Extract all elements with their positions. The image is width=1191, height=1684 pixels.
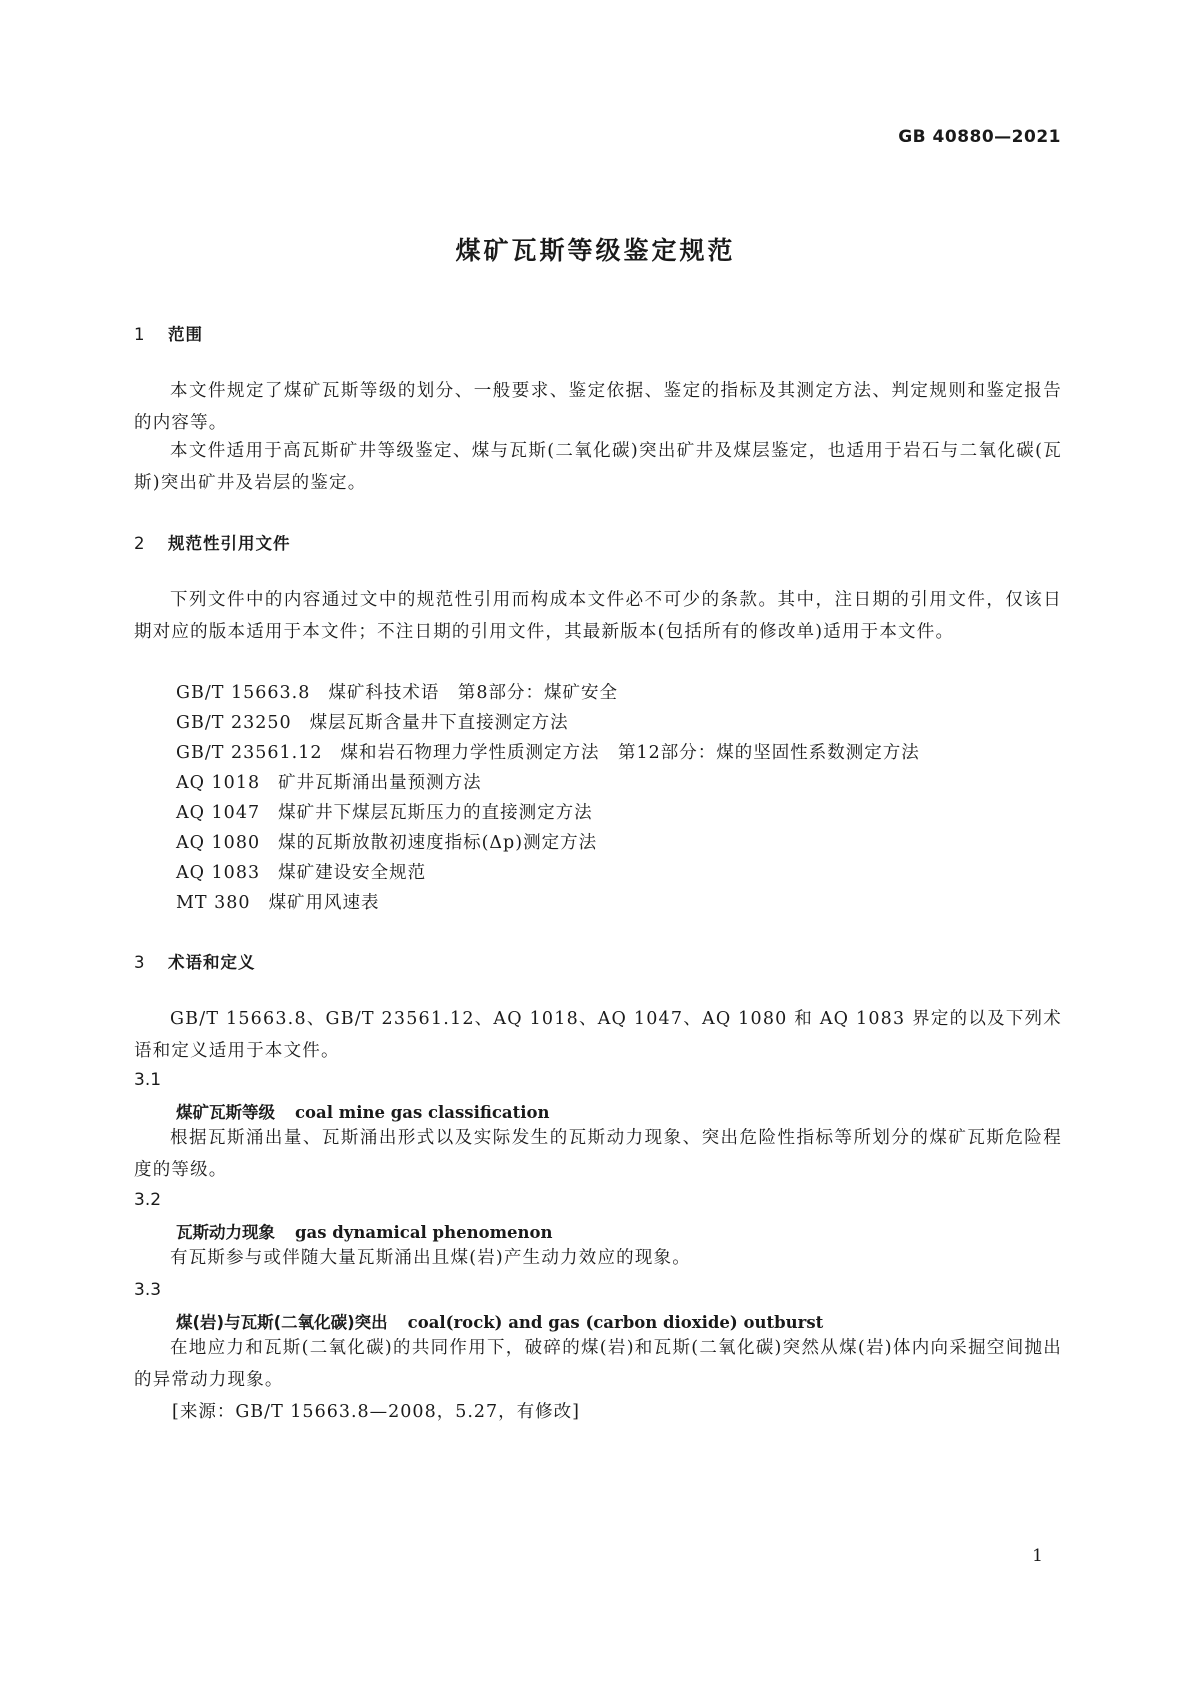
term-definition: 有瓦斯参与或伴随大量瓦斯涌出且煤(岩)产生动力效应的现象。 bbox=[170, 1248, 691, 1268]
reference-title: 煤矿井下煤层瓦斯压力的直接测定方法 bbox=[278, 803, 593, 823]
section-number: 1 bbox=[134, 325, 146, 344]
term-definition: 根据瓦斯涌出量、瓦斯涌出形式以及实际发生的瓦斯动力现象、突出危险性指标等所划分的煤矿瓦斯危险程度的等级。 bbox=[134, 1128, 1062, 1180]
clause-number: 3.1 bbox=[134, 1070, 162, 1090]
term-zh: 煤(岩)与瓦斯(二氧化碳)突出 bbox=[176, 1313, 388, 1332]
section-3-intro: GB/T 15663.8、GB/T 23561.12、AQ 1018、AQ 1047、AQ 1080 和 AQ 1083 界定的以及下列术语和定义适用于本文件。 bbox=[134, 1009, 1062, 1061]
reference-code: AQ 1047 bbox=[176, 803, 261, 823]
section-2-heading bbox=[134, 530, 291, 554]
reference-item bbox=[176, 739, 920, 764]
term-zh: 瓦斯动力现象 bbox=[176, 1223, 275, 1242]
section-2-intro: 下列文件中的内容通过文中的规范性引用而构成本文件必不可少的条款。其中，注日期的引用文件，仅该日期对应的版本适用于本文件；不注日期的引用文件，其最新版本(包括所有的修改单)适用于本文件。 bbox=[134, 590, 1062, 642]
reference-item bbox=[176, 859, 426, 884]
reference-title: 煤矿建设安全规范 bbox=[278, 863, 427, 883]
clause-number: 3.2 bbox=[134, 1190, 162, 1210]
section-title: 范围 bbox=[168, 325, 203, 344]
term-definition: 在地应力和瓦斯(二氧化碳)的共同作用下，破碎的煤(岩)和瓦斯(二氧化碳)突然从煤(岩)体内向采掘空间抛出的异常动力现象。 bbox=[134, 1338, 1063, 1390]
reference-title: 矿井瓦斯涌出量预测方法 bbox=[278, 773, 482, 793]
section-number: 2 bbox=[134, 534, 146, 553]
reference-code: GB/T 15663.8 bbox=[176, 683, 311, 703]
term-en: gas dynamical phenomenon bbox=[295, 1223, 553, 1242]
reference-item bbox=[176, 679, 618, 704]
term-entry bbox=[176, 1099, 549, 1123]
term-entry bbox=[176, 1219, 553, 1243]
section-1-paragraph: 本文件规定了煤矿瓦斯等级的划分、一般要求、鉴定依据、鉴定的指标及其测定方法、判定规则和鉴定报告的内容等。 bbox=[134, 381, 1062, 433]
reference-code: AQ 1080 bbox=[176, 833, 261, 853]
reference-code: GB/T 23561.12 bbox=[176, 743, 323, 763]
page-number: 1 bbox=[1032, 1546, 1043, 1566]
term-zh: 煤矿瓦斯等级 bbox=[176, 1103, 275, 1122]
reference-code: AQ 1083 bbox=[176, 863, 261, 883]
reference-item bbox=[176, 829, 597, 854]
reference-code: MT 380 bbox=[176, 893, 251, 913]
section-3-heading bbox=[134, 949, 256, 973]
reference-item bbox=[176, 769, 482, 794]
term-en: coal mine gas classification bbox=[295, 1103, 550, 1122]
reference-title: 煤的瓦斯放散初速度指标(Δp)测定方法 bbox=[278, 833, 598, 853]
term-source: [来源：GB/T 15663.8—2008，5.27，有修改] bbox=[172, 1402, 580, 1422]
section-title: 术语和定义 bbox=[168, 953, 256, 972]
standard-code: GB 40880—2021 bbox=[898, 127, 1061, 147]
reference-code: GB/T 23250 bbox=[176, 713, 292, 733]
clause-number: 3.3 bbox=[134, 1280, 162, 1300]
reference-title: 煤层瓦斯含量井下直接测定方法 bbox=[309, 713, 569, 733]
term-entry bbox=[176, 1309, 823, 1333]
reference-item bbox=[176, 799, 593, 824]
reference-title: 煤矿用风速表 bbox=[268, 893, 380, 913]
term-en: coal(rock) and gas (carbon dioxide) outburst bbox=[407, 1313, 824, 1332]
reference-title: 煤和岩石物理力学性质测定方法 第12部分：煤的坚固性系数测定方法 bbox=[340, 743, 920, 763]
reference-title: 煤矿科技术语 第8部分：煤矿安全 bbox=[328, 683, 618, 703]
reference-item bbox=[176, 709, 569, 734]
section-title: 规范性引用文件 bbox=[168, 534, 291, 553]
section-1-paragraph: 本文件适用于高瓦斯矿井等级鉴定、煤与瓦斯(二氧化碳)突出矿井及煤层鉴定，也适用于岩石与二氧化碳(瓦斯)突出矿井及岩层的鉴定。 bbox=[134, 441, 1062, 493]
section-1-heading bbox=[134, 321, 203, 345]
section-number: 3 bbox=[134, 953, 146, 972]
reference-code: AQ 1018 bbox=[176, 773, 261, 793]
document-title: 煤矿瓦斯等级鉴定规范 bbox=[455, 236, 736, 265]
reference-item bbox=[176, 889, 380, 914]
